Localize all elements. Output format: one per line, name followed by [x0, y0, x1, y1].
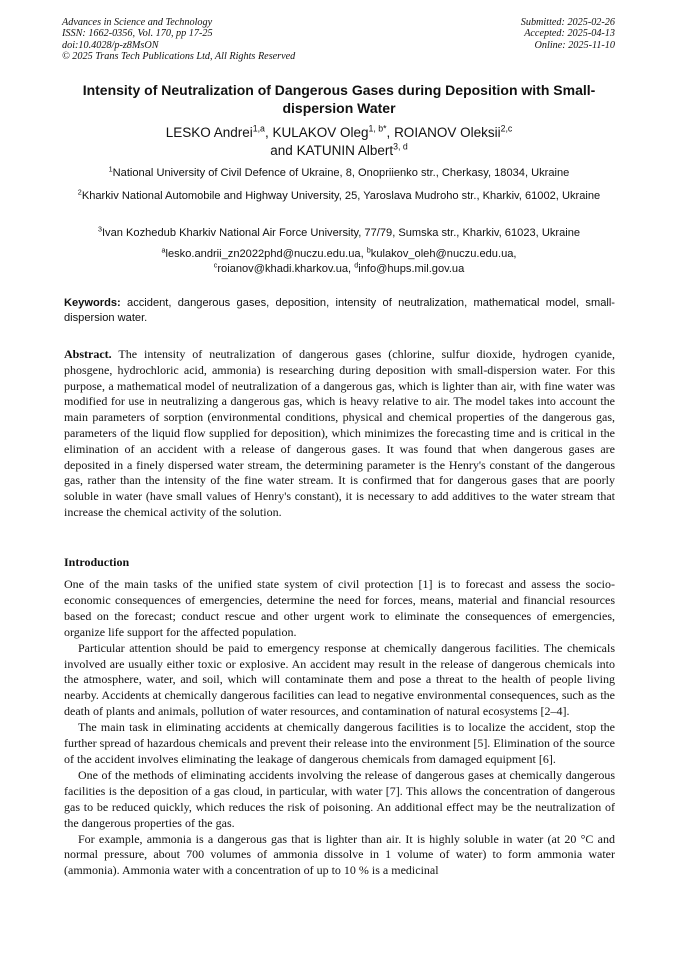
paper-title: Intensity of Neutralization of Dangerous Gases during Deposition with Small-dispersion Water — [82, 82, 596, 116]
email-sup: a — [161, 245, 166, 255]
affiliation-text: Kharkiv National Automobile and Highway University, 25, Yaroslava Mudroho str., Kharkiv, 61002, Ukraine — [81, 190, 601, 202]
author-list — [60, 124, 618, 160]
affiliation-text: National University of Civil Defence of Ukraine, 8, Onopriienko str., Cherkasy, 18034, Ukraine — [112, 167, 570, 179]
author-name: KATUNIN Albert — [296, 143, 394, 158]
email-link[interactable]: roianov@khadi.kharkov.ua — [217, 263, 349, 275]
email-sup: b — [366, 245, 371, 255]
abstract — [64, 347, 615, 521]
journal-name: Advances in Science and Technology — [62, 17, 213, 28]
affiliation-2 — [62, 189, 616, 204]
email-link[interactable]: info@hups.mil.gov.ua — [358, 263, 465, 275]
keywords — [64, 296, 615, 326]
doi-line: doi:10.4028/p-z8MsON — [62, 39, 159, 51]
affiliation-sup: 1 — [108, 164, 113, 174]
author-sup: 1, b* — [368, 123, 387, 134]
paragraph: One of the methods of eliminating accidents involving the release of dangerous gases at chemically dangerous facilities is the deposition of a gas cloud, in particular, with water [7]. This allows the concentration of dangerous gas to be reduced quickly, which reduces the risk of poisoning. An additional effect may be the neutralization of the dangerous properties of the gas. — [64, 767, 615, 830]
author-name: ROIANOV Oleksii — [394, 125, 501, 140]
author-sup: 1,a — [252, 123, 265, 134]
affiliation-sup: 3 — [97, 224, 102, 234]
issn-line: ISSN: 1662-0356, Vol. 170, pp 17-25 — [62, 28, 213, 40]
dates-header — [521, 17, 615, 51]
author-sup: 3, d — [393, 141, 408, 152]
affiliation-3 — [62, 226, 616, 241]
paragraph: Particular attention should be paid to emergency response at chemically dangerous facilities. The chemicals involved are usually either toxic or explosive. An accident may result in the release of dangerous chemicals into the atmosphere, water, and soil, which will contaminate them and pose a threat to the health of people living nearby. Accidents at chemically dangerous facilities can lead to negative environmental consequences, such as the death of plants and animals, pollution of water resources, and contamination of natural ecosystems [2–4]. — [64, 640, 615, 719]
online-date: Online: 2025-11-10 — [534, 39, 615, 51]
paragraph: One of the main tasks of the unified state system of civil protection [1] is to forecast and assess the socio-economic consequences of emergencies, determine the need for forces, means, material and financial resources based on the forecast; conduct rescue and other urgent work to eliminate the consequences of emergencies, organize life support for the affected population. — [64, 577, 615, 639]
email-link[interactable]: lesko.andrii_zn2022phd@nuczu.edu.ua — [165, 248, 361, 260]
paragraph: For example, ammonia is a dangerous gas that is lighter than air. It is highly soluble in water (at 20 °C and normal pressure, about 700 volumes of ammonia dissolve in 1 volume of water) to form ammonia water (ammonia). Ammonia water with a concentration of up to 10 % is a medicinal — [64, 831, 615, 878]
email-link[interactable]: kulakov_oleh@nuczu.edu.ua — [370, 248, 514, 260]
section-heading: Introduction — [64, 555, 130, 569]
email-sup: d — [354, 260, 359, 270]
submitted-date: Submitted: 2025-02-26 — [520, 17, 615, 28]
affiliation-text: Ivan Kozhedub Kharkiv National Air Force University, 77/79, Sumska str., Kharkiv, 61023, Ukraine — [101, 227, 581, 239]
affiliation-sup: 2 — [77, 187, 82, 197]
author-name: LESKO Andrei — [165, 125, 253, 140]
keywords-label: Keywords: — [64, 297, 121, 309]
copyright-line: © 2025 Trans Tech Publications Ltd, All Rights Reserved — [62, 50, 296, 62]
author-name: KULAKOV Oleg — [272, 125, 369, 140]
abstract-label: Abstract. — [64, 347, 112, 361]
author-and: and — [270, 143, 297, 158]
author-sup: 2,c — [500, 123, 513, 134]
author-separator: , — [386, 125, 395, 140]
affiliation-1 — [62, 166, 616, 181]
email-sup: c — [213, 260, 218, 270]
author-separator: , — [264, 125, 273, 140]
journal-header — [62, 17, 295, 62]
accepted-date: Accepted: 2025-04-13 — [524, 28, 615, 40]
abstract-text: The intensity of neutralization of dangerous gases (chlorine, sulfur dioxide, hydrogen cyanide, phosgene, hydrochloric acid, ammonia) is researching during deposition with small-dispersion water. For this purpose, a mathematical model of neutralization of a dangerous gas, which is lighter than air, with fine water was modified for use in neutralizing a dangerous gas, which is heavy relative to air. The model takes into account the main parameters of sorption (environmental conditions, physical and chemical properties of the dangerous gas, parameters of the liquid flow supplied for deposition), which minimizes the forecasting time and is critical in the elimination of an accident with a release of dangerous gases. It was found that when dangerous gases are deposited in a finely dispersed water stream, the determining parameter is the Henry's constant of the dangerous gas, rather than the intensity of the fine water stream. It is confirmed that for dangerous gases that are poorly soluble in water (have small values of Henry's constant), it is necessary to add additives to the water stream that increase the chemical activity of the solution. — [64, 347, 615, 519]
keywords-text: accident, dangerous gases, deposition, intensity of neutralization, mathematical model, small-dispersion water. — [64, 297, 615, 324]
introduction-body — [64, 577, 615, 879]
paragraph: The main task in eliminating accidents at chemically dangerous facilities is to localize the accident, stop the further spread of hazardous chemicals and prevent their release into the environment [5]. Elimination of the source of the accident involves eliminating the leakage of dangerous chemicals from damaged equipment [6]. — [64, 720, 615, 766]
email-block: $^a$lesko.andrii_zn2022phd@nuczu.edu.ua, $^b$kulakov_oleh@nuczu.edu.ua, $^c$roianov@khadi.kharkov.ua, $^d$info@hups.mil.gov.ua — [161, 245, 517, 275]
